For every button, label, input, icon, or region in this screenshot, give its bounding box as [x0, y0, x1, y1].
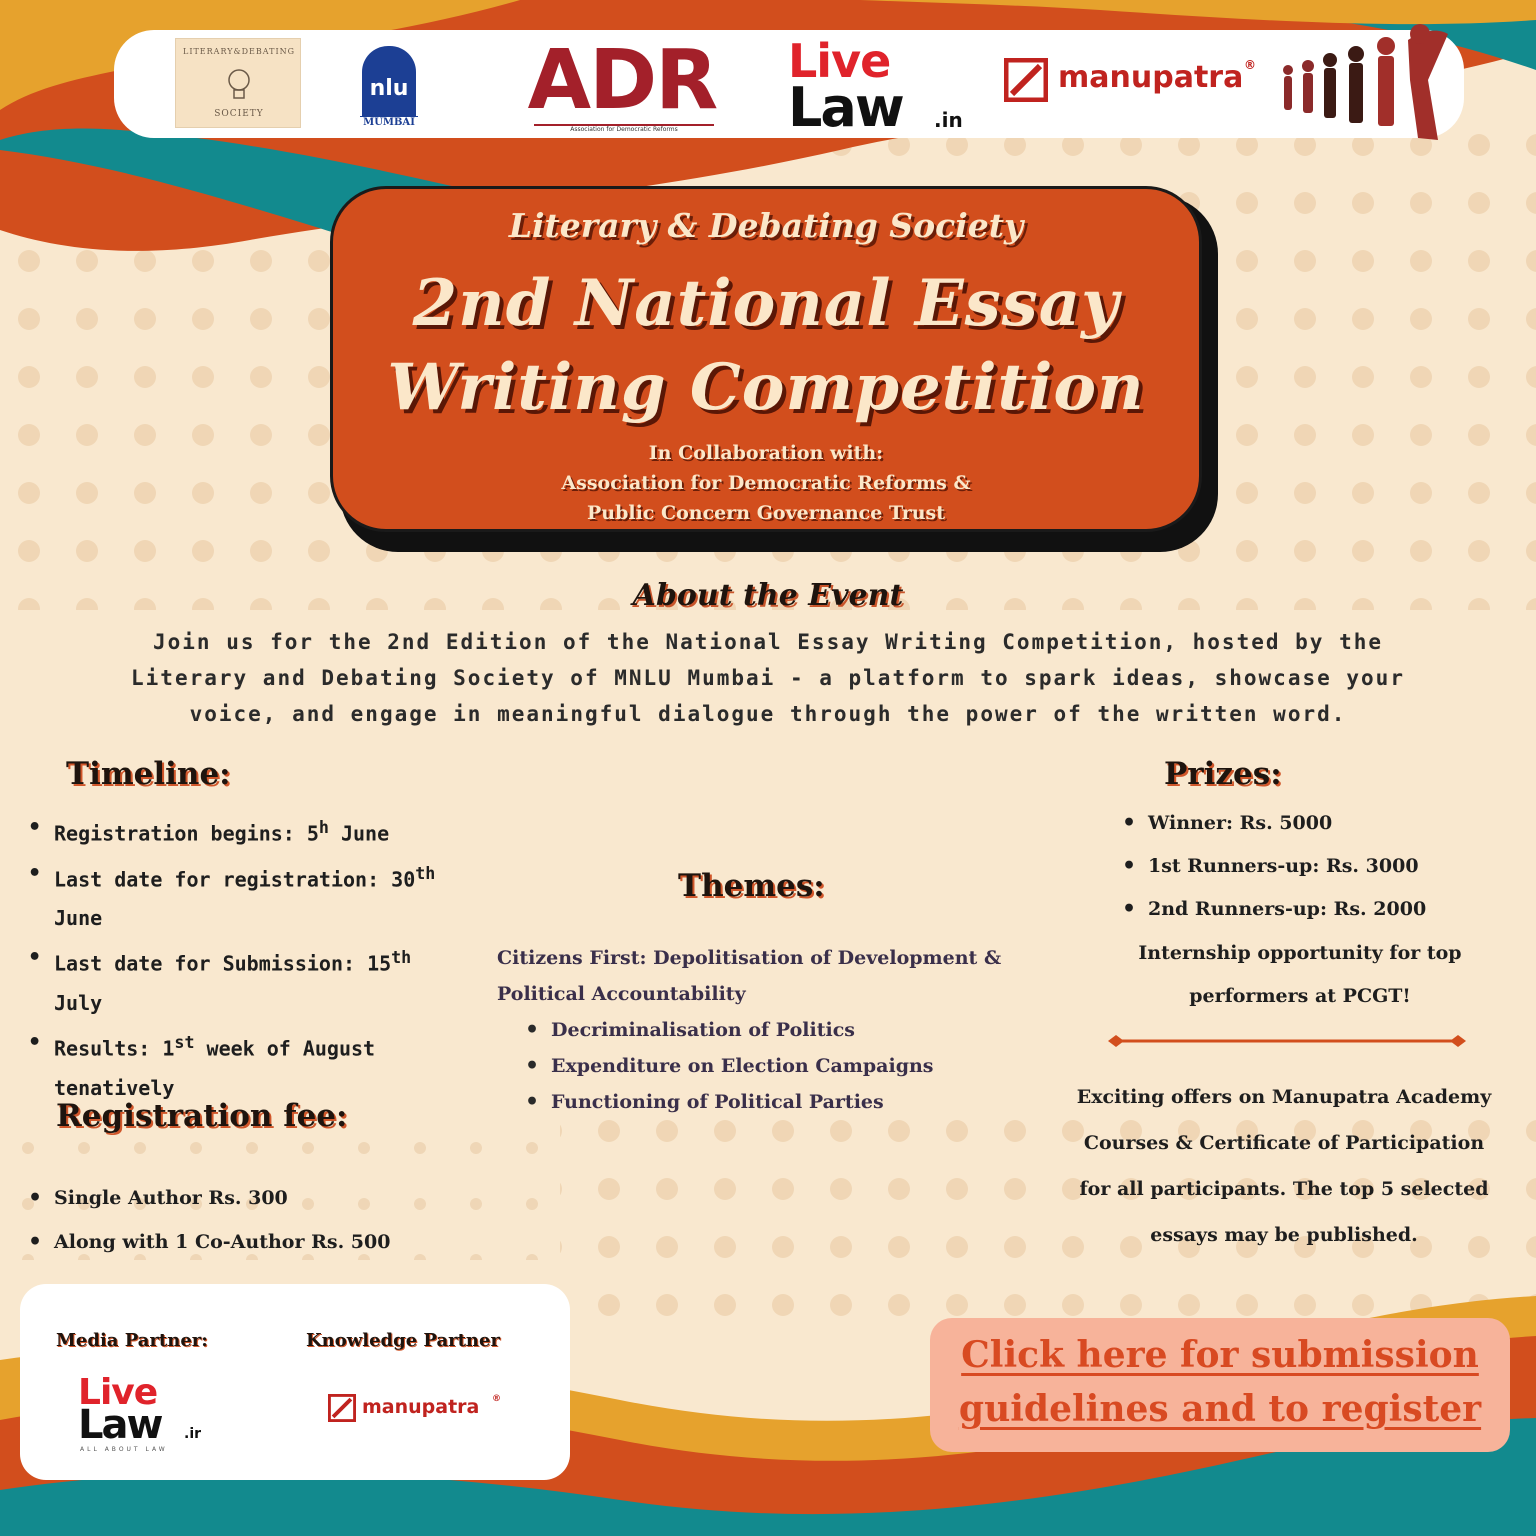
adr-logo: [512, 33, 732, 133]
prize-item: • Winner: Rs. 5000: [1122, 802, 1502, 845]
collaboration-partner-2: Public Concern Governance Trust: [586, 502, 945, 524]
lightbulb-icon: [224, 67, 254, 103]
livelaw-logo-suffix: .in: [934, 108, 963, 132]
media-partner-heading: Media Partner:: [56, 1330, 208, 1351]
livelaw-small-bottom: Law: [78, 1402, 162, 1448]
timeline-heading: Timeline:: [66, 756, 231, 792]
about-heading: About the Event: [632, 578, 904, 613]
prizes-heading: Prizes:: [1164, 756, 1282, 792]
themes-heading: Themes:: [678, 868, 825, 904]
competition-title: [330, 262, 1202, 430]
manupatra-logo: [1004, 58, 1254, 108]
registration-fee-heading: Registration fee:: [56, 1098, 348, 1134]
timeline-item: • Last date for registration: 30th June: [28, 854, 468, 939]
timeline-item: • Last date for Submission: 15th July: [28, 938, 468, 1023]
register-link-button[interactable]: [930, 1318, 1510, 1452]
adr-logo-subtitle: Association for Democratic Reforms: [534, 124, 714, 134]
timeline-list: [28, 808, 468, 1108]
collaboration-intro: In Collaboration with:: [648, 442, 884, 464]
theme-item: • Expenditure on Election Campaigns: [525, 1048, 1045, 1084]
theme-item: • Functioning of Political Parties: [525, 1084, 1045, 1120]
society-name: Literary & Debating Society: [508, 206, 1024, 245]
collaboration-text: [330, 438, 1202, 528]
adr-logo-text: ADR: [527, 33, 717, 128]
competition-title-line2: Writing Competition: [387, 350, 1145, 425]
manupatra-registered-mark: ®: [1244, 58, 1256, 72]
main-theme: Citizens First: Depolitisation of Development & Political Accountability: [497, 947, 1002, 1005]
prize-item: • 1st Runners-up: Rs. 3000: [1122, 845, 1502, 888]
lds-logo-society-text: SOCIETY: [214, 109, 264, 119]
collaboration-partner-1: Association for Democratic Reforms &: [561, 472, 971, 494]
internship-note: Internship opportunity for top performers at PCGT!: [1138, 942, 1462, 1007]
lds-logo-arc-text: LITERARY&DEBATING: [183, 47, 295, 56]
register-link-line1[interactable]: Click here for submission: [961, 1334, 1479, 1376]
theme-list: [525, 1012, 1045, 1120]
competition-title-line1: 2nd National Essay: [412, 266, 1120, 341]
fee-item: • Along with 1 Co-Author Rs. 500: [28, 1220, 488, 1264]
nlu-logo-text: nlu: [362, 46, 416, 116]
manupatra-mark-icon: [1004, 58, 1048, 102]
manupatra-small-word: manupatra: [362, 1396, 480, 1418]
people-group-icon: [1278, 20, 1458, 145]
livelaw-small-tagline: ALL ABOUT LAW: [80, 1446, 168, 1453]
media-partner-livelaw-logo: [78, 1372, 208, 1452]
livelaw-small-suffix: .ir: [184, 1426, 202, 1442]
livelaw-logo-bottom: Law: [788, 76, 903, 139]
timeline-item: • Results: 1st week of August tenatively: [28, 1023, 468, 1108]
timeline-item: • Registration begins: 5$^h$ June: [28, 808, 468, 854]
livelaw-logo: [788, 34, 968, 139]
prize-item: • 2nd Runners-up: Rs. 2000: [1122, 888, 1502, 931]
knowledge-partner-heading: Knowledge Partner: [306, 1330, 500, 1351]
nlu-mumbai-logo: [360, 40, 418, 128]
literary-debating-society-logo: [175, 38, 301, 128]
register-link-line2[interactable]: guidelines and to register: [958, 1388, 1482, 1430]
nlu-logo-city: MUMBAI: [360, 116, 418, 128]
livelaw-logo-top: Live: [788, 34, 891, 88]
knowledge-partner-manupatra-logo: [328, 1392, 518, 1426]
offers-note: Exciting offers on Manupatra Academy Courses & Certificate of Participation for all participants. The top 5 selected essays may be published.: [1076, 1086, 1492, 1246]
theme-item: • Decriminalisation of Politics: [525, 1012, 1045, 1048]
registration-fee-list: [28, 1176, 488, 1264]
manupatra-small-registered: ®: [492, 1394, 501, 1404]
about-description: Join us for the 2nd Edition of the National Essay Writing Competition, hosted by the Literary and Debating Society of MNLU Mumbai - a platform to spark ideas, showcase your voice, and engage in meaningful dialogue through the power of the written word.: [131, 630, 1405, 726]
manupatra-logo-word: manupatra: [1058, 60, 1244, 95]
section-divider: [1108, 1032, 1466, 1050]
manupatra-small-mark-icon: [328, 1394, 356, 1422]
livelaw-small-top: Live: [78, 1372, 158, 1413]
fee-item: • Single Author Rs. 300: [28, 1176, 488, 1220]
prize-list: [1122, 802, 1502, 931]
